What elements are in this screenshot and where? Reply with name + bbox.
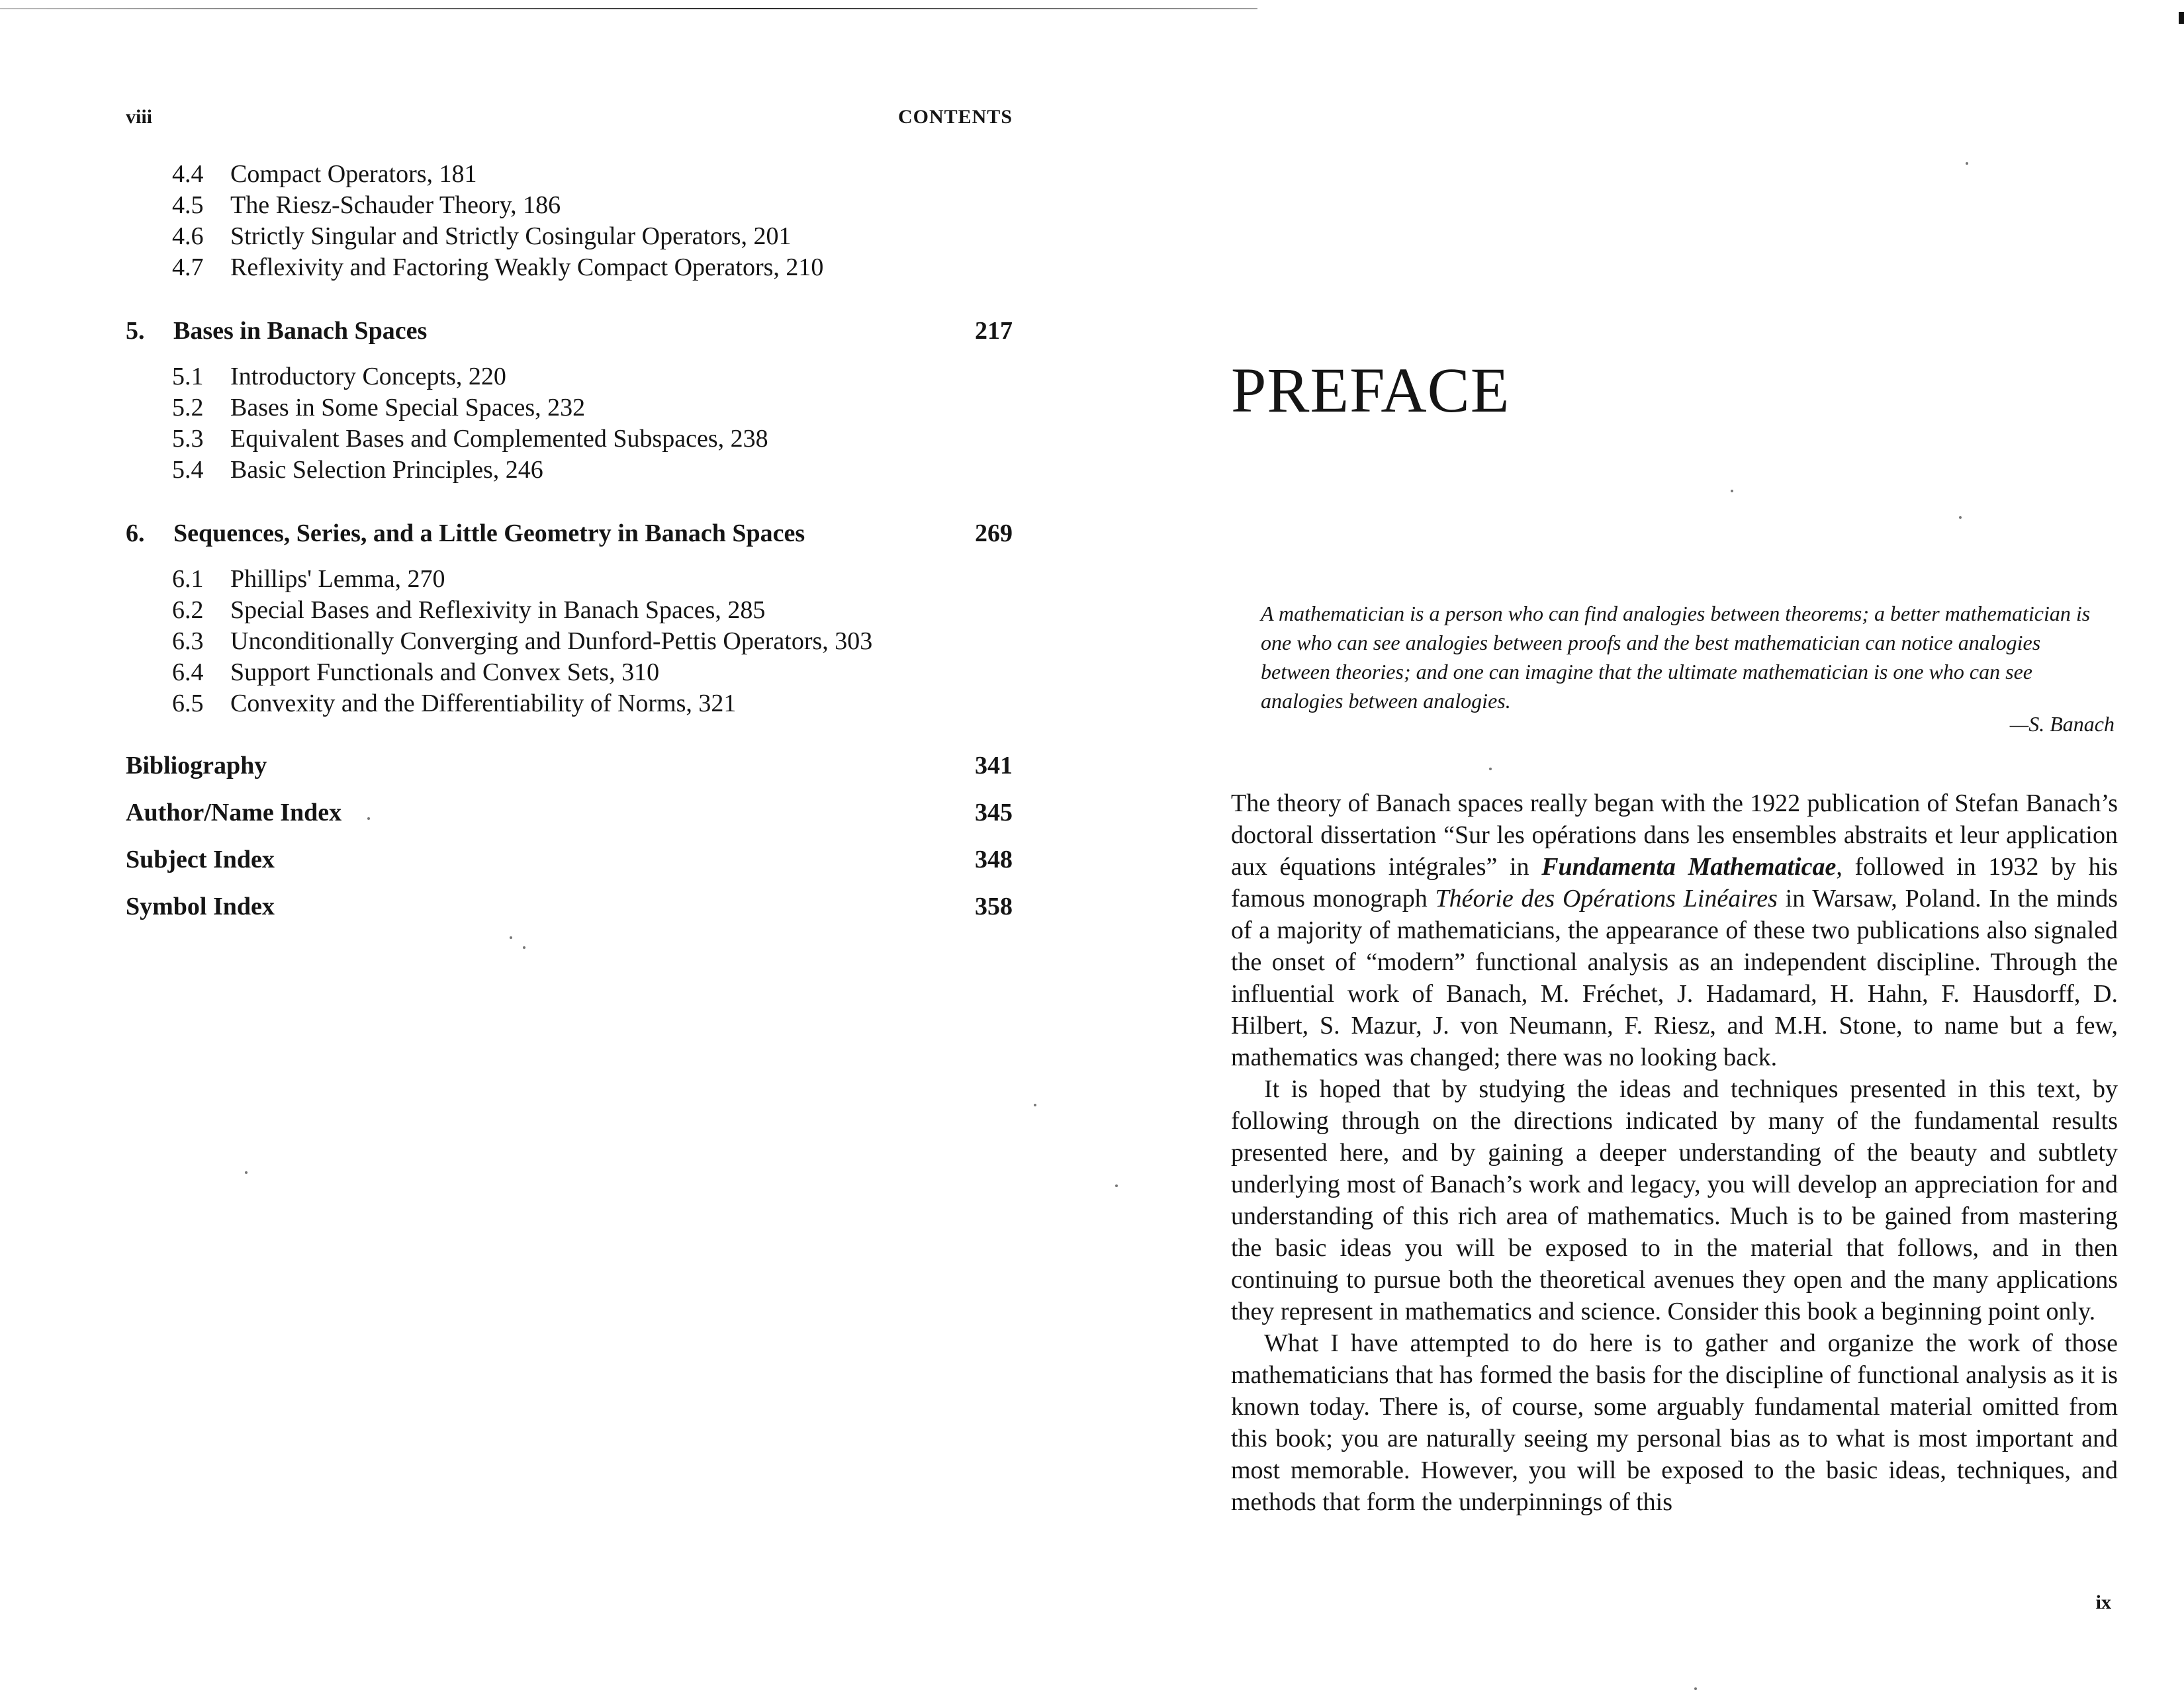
toc-subject-index bbox=[126, 844, 1013, 875]
section-number: 4.4 bbox=[172, 160, 204, 188]
backmatter-title: Subject Index bbox=[126, 846, 275, 873]
monograph-title: Théorie des Opérations Linéaires bbox=[1435, 885, 1778, 913]
toc-section-6-2 bbox=[172, 595, 1013, 626]
toc-section-4-6 bbox=[172, 221, 1013, 252]
section-number: 6.1 bbox=[172, 565, 204, 593]
preface-paragraph-1 bbox=[1231, 787, 2118, 1073]
toc-section-5-3 bbox=[172, 424, 1013, 455]
chapter-page: 217 bbox=[975, 317, 1013, 345]
section-title: Introductory Concepts, 220 bbox=[230, 363, 506, 390]
section-title: Reflexivity and Factoring Weakly Compact Operators, 210 bbox=[230, 253, 824, 281]
scan-speck bbox=[1694, 1687, 1697, 1690]
chapter-number: 5. bbox=[126, 317, 145, 345]
section-title: Convexity and the Differentiability of Norms, 321 bbox=[230, 690, 737, 717]
toc-section-6-4 bbox=[172, 657, 1013, 688]
section-number: 6.4 bbox=[172, 658, 204, 686]
section-number: 4.5 bbox=[172, 191, 204, 219]
paragraph-text: The theory of Banach spaces really began with the 1922 publication of Stefan Banach’s doctoral dissertation “Sur les opérations dans les ensembles abstraits et leur application aux équations intégrales” in bbox=[1231, 789, 2118, 881]
section-title: Equivalent Bases and Complemented Subspaces, 238 bbox=[230, 425, 768, 453]
backmatter-title: Author/Name Index bbox=[126, 799, 342, 826]
section-number: 5.3 bbox=[172, 425, 204, 453]
toc-section-6-3 bbox=[172, 626, 1013, 657]
section-title: The Riesz-Schauder Theory, 186 bbox=[230, 191, 561, 219]
journal-title: Fundamenta Mathematicae bbox=[1541, 853, 1837, 881]
scan-speck bbox=[1731, 490, 1733, 492]
section-number: 5.1 bbox=[172, 363, 204, 390]
chapter-title: Sequences, Series, and a Little Geometry in Banach Spaces bbox=[173, 519, 805, 547]
section-title: Unconditionally Converging and Dunford-Pettis Operators, 303 bbox=[230, 627, 873, 655]
paragraph-text: , followed in 1932 by his famous monograph bbox=[1231, 853, 2118, 913]
scan-speck bbox=[510, 936, 512, 939]
scan-edge-mark bbox=[2179, 12, 2184, 24]
backmatter-page: 341 bbox=[975, 752, 1013, 780]
chapter-5-sections bbox=[126, 361, 1013, 486]
scan-speck bbox=[1034, 1104, 1036, 1106]
chapter-number: 6. bbox=[126, 519, 145, 547]
epigraph-quote: A mathematician is a person who can find analogies between theorems; a better mathematician is one who can see analogies between proofs and the best mathematician can notice analogies between theories; and one can imagine that the ultimate mathematician is one who can see analogies between analogies. bbox=[1261, 602, 2091, 713]
toc-section-4-5 bbox=[172, 190, 1013, 221]
section-title: Strictly Singular and Strictly Cosingular Operators, 201 bbox=[230, 222, 792, 250]
toc-section-6-5 bbox=[172, 688, 1013, 719]
page-folio-left: viii bbox=[126, 106, 153, 128]
right-page bbox=[1231, 99, 2124, 1621]
backmatter-title: Bibliography bbox=[126, 752, 267, 780]
section-number: 5.2 bbox=[172, 394, 204, 422]
section-title: Basic Selection Principles, 246 bbox=[230, 456, 543, 484]
table-of-contents bbox=[126, 159, 1013, 938]
scan-speck bbox=[1966, 162, 1968, 165]
toc-chapter-6 bbox=[126, 517, 1013, 549]
section-title: Phillips' Lemma, 270 bbox=[230, 565, 445, 593]
chapter-title: Bases in Banach Spaces bbox=[173, 317, 428, 345]
toc-author-index bbox=[126, 797, 1013, 828]
preface-body bbox=[1231, 787, 2118, 1518]
backmatter-page: 358 bbox=[975, 893, 1013, 920]
epigraph-attribution: —S. Banach bbox=[2009, 712, 2115, 736]
scan-speck bbox=[1115, 1184, 1118, 1187]
backmatter-title: Symbol Index bbox=[126, 893, 275, 920]
toc-section-5-2 bbox=[172, 392, 1013, 424]
toc-bibliography bbox=[126, 750, 1013, 781]
section-number: 6.5 bbox=[172, 690, 204, 717]
section-title: Bases in Some Special Spaces, 232 bbox=[230, 394, 586, 422]
section-number: 4.7 bbox=[172, 253, 204, 281]
chapter-4-sections bbox=[126, 159, 1013, 283]
backmatter-page: 345 bbox=[975, 799, 1013, 826]
scan-speck bbox=[1489, 768, 1492, 770]
scan-speck bbox=[245, 1171, 248, 1174]
toc-section-5-4 bbox=[172, 455, 1013, 486]
section-title: Compact Operators, 181 bbox=[230, 160, 477, 188]
scan-speck bbox=[1959, 516, 1962, 519]
running-head-left bbox=[126, 106, 1013, 132]
paragraph-text: in Warsaw, Poland. In the minds of a majority of mathematicians, the appearance of these two publications also signaled the onset of “modern” functional analysis as an independent discipline. Through the influential work of Banach, M. Fréchet, J. Hadamard, H. Hahn, F. Hausdorff, D. Hilbert, S. Mazur, J. von Neumann, F. Riesz, and M.H. Stone, to name but a few, mathematics was changed; there was no looking back. bbox=[1231, 885, 2118, 1071]
page-folio-right: ix bbox=[2095, 1591, 2111, 1613]
section-title: Special Bases and Reflexivity in Banach Spaces, 285 bbox=[230, 596, 766, 624]
preface-paragraph-2: It is hoped that by studying the ideas and techniques presented in this text, by following through on the directions indicated by many of the fundamental results presented here, and by gaining a deeper understanding of the beauty and subtlety underlying most of Banach’s work and legacy, you will develop an appreciation for and understanding of this rich area of mathematics. Much is to be gained from mastering the basic ideas you will be exposed to in the material that follows, and in then continuing to pursue both the theoretical avenues they open and the many applications they represent in mathematics and science. Consider this book a beginning point only. bbox=[1231, 1075, 2118, 1325]
scan-edge-rule bbox=[0, 8, 1257, 9]
section-number: 6.3 bbox=[172, 627, 204, 655]
section-number: 6.2 bbox=[172, 596, 204, 624]
toc-section-5-1 bbox=[172, 361, 1013, 392]
toc-section-4-4 bbox=[172, 159, 1013, 190]
running-head-title: CONTENTS bbox=[897, 106, 1013, 128]
toc-section-6-1 bbox=[172, 564, 1013, 595]
toc-chapter-5 bbox=[126, 315, 1013, 347]
backmatter-page: 348 bbox=[975, 846, 1013, 873]
chapter-6-sections bbox=[126, 564, 1013, 719]
scan-speck bbox=[367, 817, 370, 820]
section-number: 5.4 bbox=[172, 456, 204, 484]
toc-section-4-7 bbox=[172, 252, 1013, 283]
preface-heading: PREFACE bbox=[1231, 355, 1510, 425]
section-title: Support Functionals and Convex Sets, 310 bbox=[230, 658, 660, 686]
toc-symbol-index bbox=[126, 891, 1013, 922]
chapter-page: 269 bbox=[975, 519, 1013, 547]
preface-paragraph-3: What I have attempted to do here is to gather and organize the work of those mathematicians that has formed the basis for the discipline of functional analysis as it is known today. There is, of course, some arguably fundamental material omitted from this book; you are naturally seeing my personal bias as to what is most important and most memorable. However, you will be exposed to the basic ideas, techniques, and methods that form the underpinnings of this bbox=[1231, 1329, 2118, 1516]
section-number: 4.6 bbox=[172, 222, 204, 250]
scan-speck bbox=[523, 946, 525, 949]
left-page bbox=[126, 99, 1013, 1621]
